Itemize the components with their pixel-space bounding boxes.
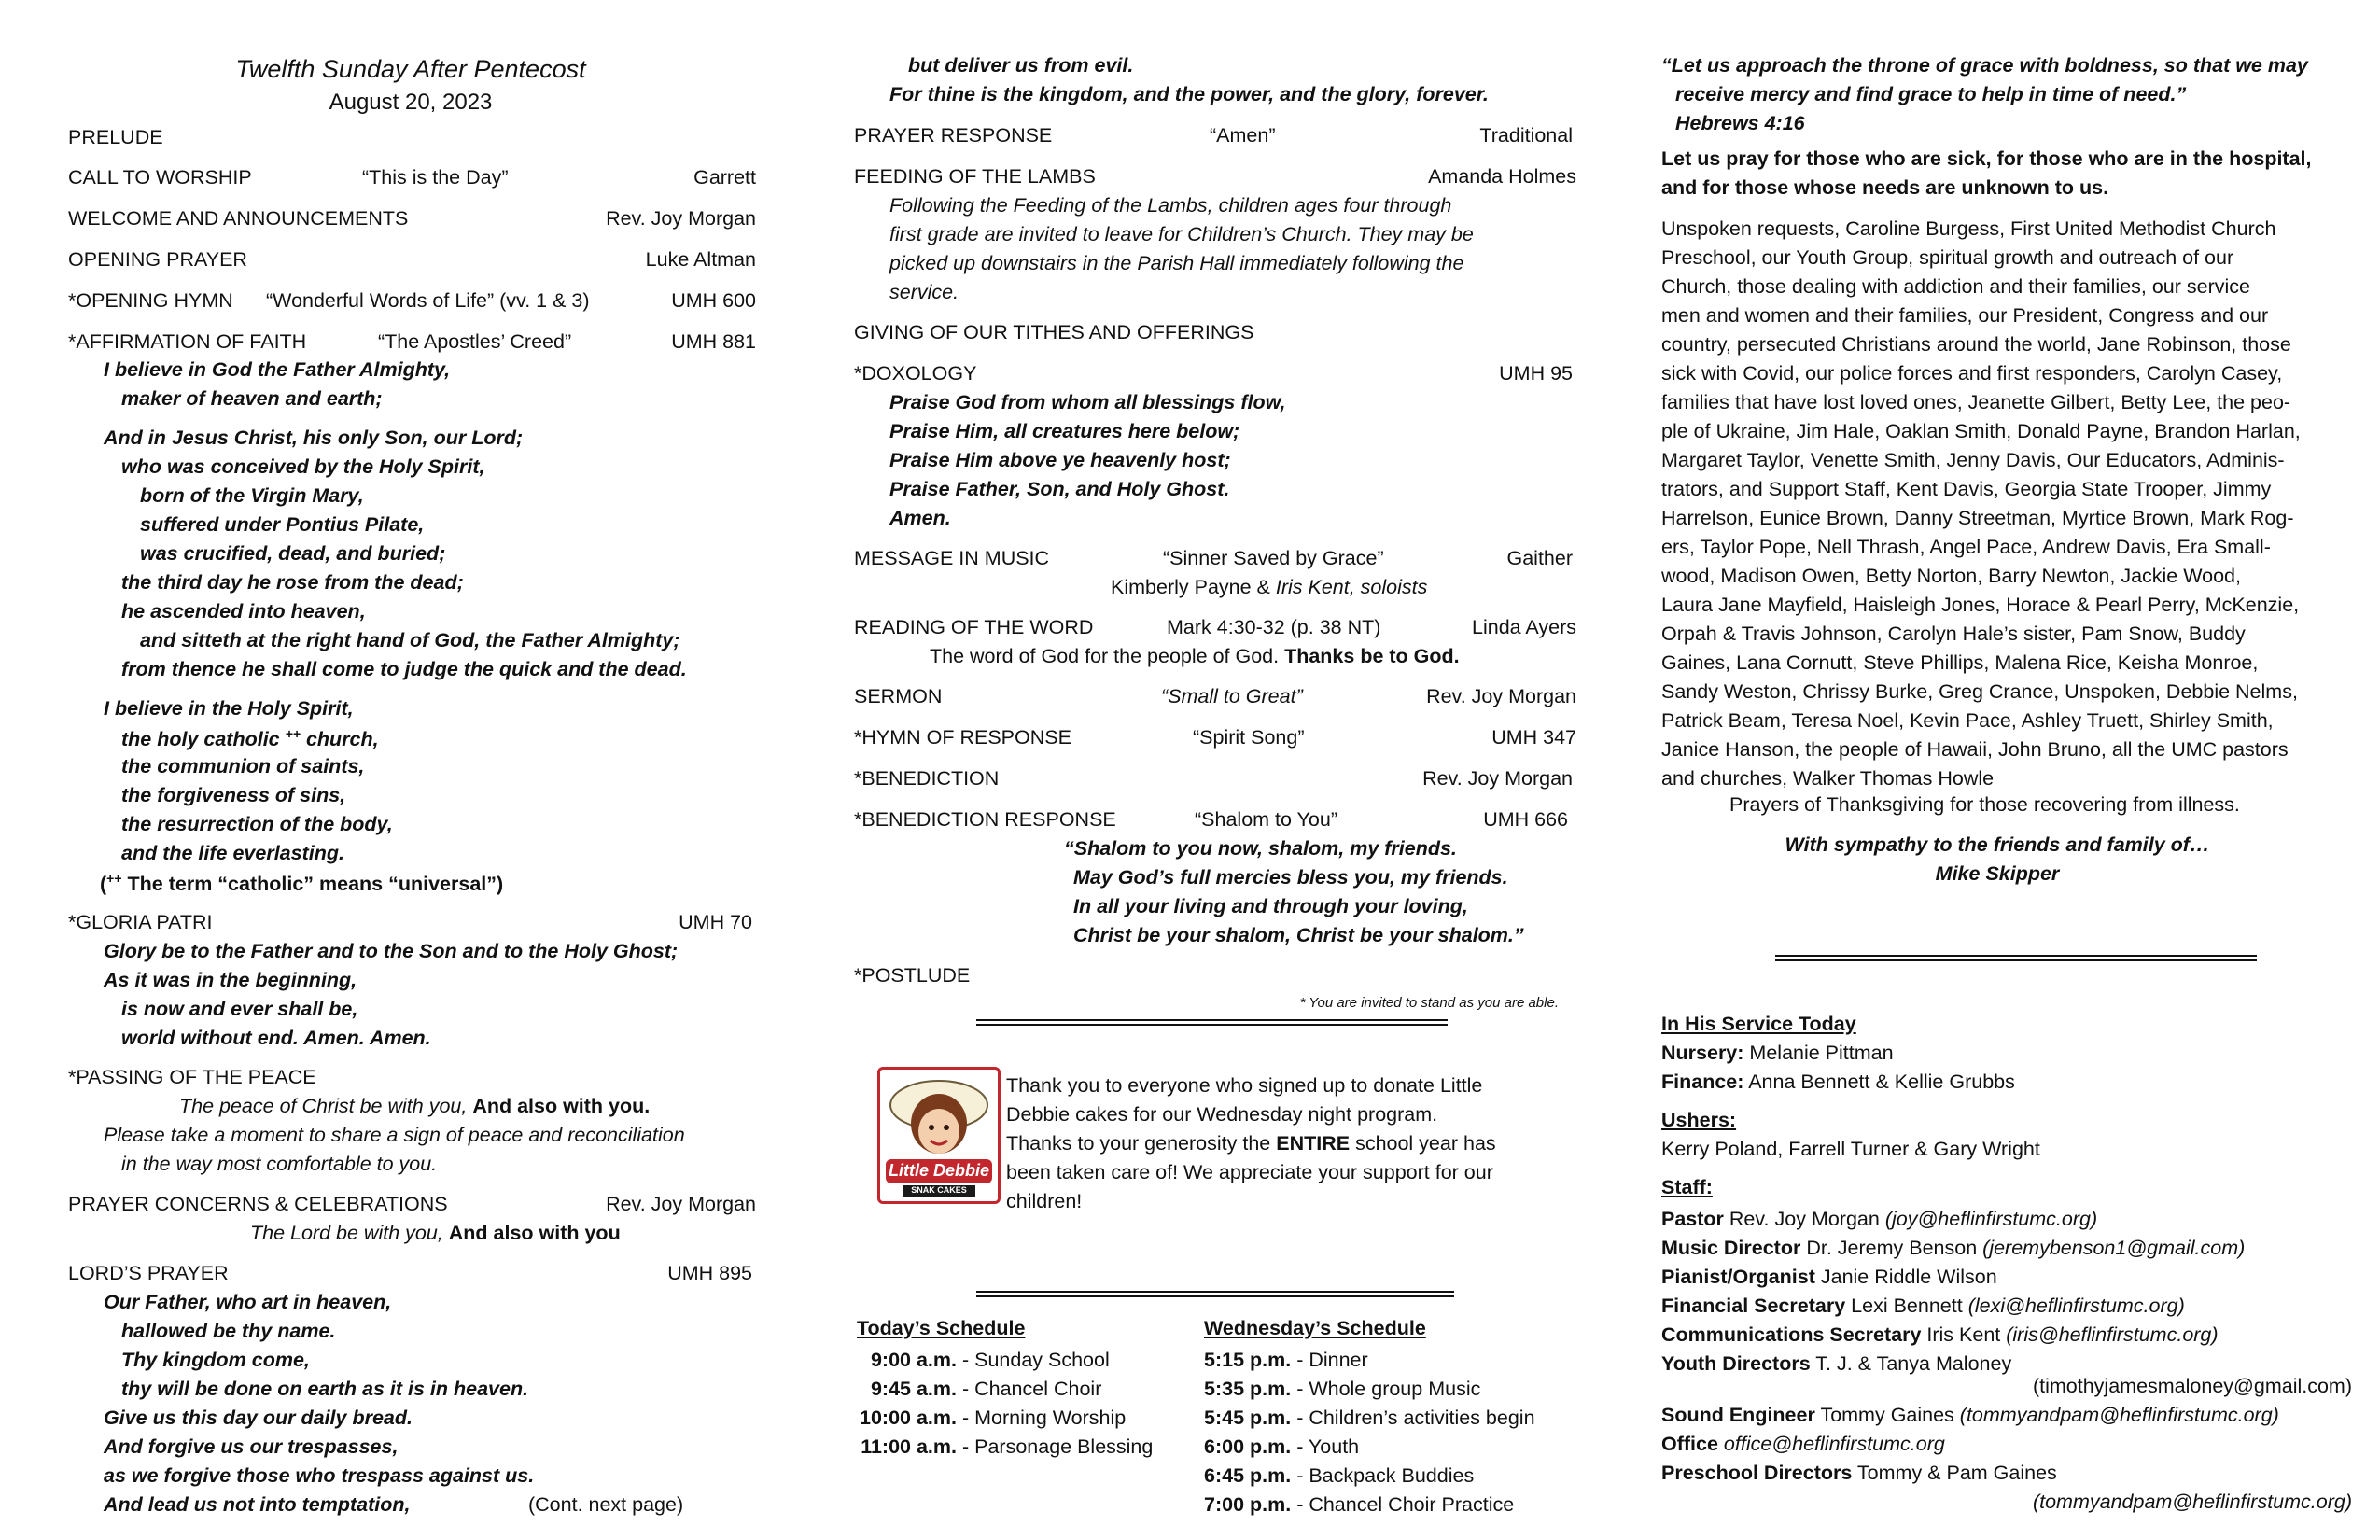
opening-prayer-ref: Luke Altman (645, 248, 756, 271)
schedule-item: 5:45 p.m. - Children’s activities begin (1204, 1407, 1535, 1429)
divider (976, 1019, 1448, 1026)
bulletin-title: Twelfth Sunday After Pentecost (235, 55, 586, 83)
sermon-ref: Rev. Joy Morgan (1426, 685, 1576, 707)
schedule-item: 9:45 a.m. - Chancel Choir (870, 1378, 1102, 1400)
concerns-response: The Lord be with you, And also with you (250, 1222, 621, 1244)
creed-line: the holy catholic ++ church, (121, 726, 379, 751)
lords-prayer-line: And lead us not into temptation, (104, 1493, 411, 1516)
creed-line: was crucified, dead, and buried; (140, 542, 446, 565)
ushers-heading: Ushers: (1661, 1109, 1737, 1131)
benediction-response-title: “Shalom to You” (1195, 808, 1337, 831)
lords-prayer-line: Thy kingdom come, (121, 1349, 310, 1371)
peace-label: *PASSING OF THE PEACE (68, 1066, 316, 1088)
finance-row: Finance: Anna Bennett & Kellie Grubbs (1661, 1071, 2015, 1093)
sermon-label: SERMON (854, 685, 943, 707)
affirmation-title: “The Apostles’ Creed” (378, 330, 572, 353)
lords-prayer-line: For thine is the kingdom, and the power, and the glory, forever. (889, 83, 1489, 105)
lords-prayer-line: but deliver us from evil. (908, 54, 1134, 77)
today-schedule-heading: Today’s Schedule (857, 1317, 1026, 1339)
lords-prayer-line: Give us this day our daily bread. (104, 1407, 413, 1429)
feeding-lambs-ref: Amanda Holmes (1428, 165, 1576, 188)
concerns-ref: Rev. Joy Morgan (606, 1193, 756, 1215)
call-to-worship-label: CALL TO WORSHIP (68, 166, 252, 189)
doxology-line: Praise Him above ye heavenly host; (889, 449, 1231, 471)
shalom-line: Christ be your shalom, Christ be your shalom.” (1073, 924, 1524, 946)
schedule-item: 10:00 a.m. - Morning Worship (860, 1407, 1127, 1429)
schedule-item: 6:45 p.m. - Backpack Buddies (1204, 1464, 1475, 1487)
creed-line: and sitteth at the right hand of God, the Father Almighty; (140, 629, 680, 651)
benediction-response-label: *BENEDICTION RESPONSE (854, 808, 1116, 831)
prayer-response-ref: Traditional (1479, 124, 1573, 147)
creed-line: maker of heaven and earth; (121, 387, 383, 410)
gloria-line: world without end. Amen. Amen. (121, 1027, 431, 1049)
doxology-line: Praise God from whom all blessings flow, (889, 391, 1286, 413)
divider (1775, 955, 2257, 961)
creed-line: he ascended into heaven, (121, 600, 366, 623)
lords-prayer-line: And forgive us our trespasses, (104, 1435, 399, 1458)
feeding-lambs-text: service. (889, 281, 959, 303)
opening-hymn-title: “Wonderful Words of Life” (vv. 1 & 3) (266, 289, 590, 312)
music-ref: Gaither (1506, 547, 1573, 569)
opening-prayer-label: OPENING PRAYER (68, 248, 247, 271)
creed-line: born of the Virgin Mary, (140, 484, 364, 507)
creed-line: I believe in God the Father Almighty, (104, 358, 451, 381)
schedule-item: 5:15 p.m. - Dinner (1204, 1349, 1368, 1371)
staff-row: Pianist/Organist Janie Riddle Wilson (1661, 1266, 1997, 1288)
creed-line: from thence he shall come to judge the quick and the dead. (121, 658, 687, 680)
staff-row: Youth Directors T. J. & Tanya Maloney (1661, 1352, 2012, 1375)
prelude-label: PRELUDE (68, 126, 163, 148)
lords-prayer-line: Our Father, who art in heaven, (104, 1291, 392, 1313)
little-debbie-logo-icon (880, 1070, 998, 1201)
catholic-footnote: (++ The term “catholic” means “universal”) (100, 871, 504, 896)
reading-label: READING OF THE WORD (854, 616, 1094, 638)
creed-line: the third day he rose from the dead; (121, 571, 464, 594)
little-debbie-logo (877, 1067, 1001, 1204)
call-to-worship-ref: Garrett (693, 166, 756, 189)
lords-prayer-line: hallowed be thy name. (121, 1320, 336, 1342)
gloria-label: *GLORIA PATRI (68, 911, 213, 933)
benediction-ref: Rev. Joy Morgan (1422, 767, 1573, 790)
staff-heading: Staff: (1661, 1176, 1713, 1198)
music-label: MESSAGE IN MUSIC (854, 547, 1050, 569)
scripture-reference: Hebrews 4:16 (1675, 112, 1805, 134)
welcome-ref: Rev. Joy Morgan (606, 207, 756, 230)
schedule-item: 5:35 p.m. - Whole group Music (1204, 1378, 1481, 1400)
schedule-item: 6:00 p.m. - Youth (1204, 1435, 1360, 1458)
catholic-footnote-mark: ++ (285, 726, 301, 741)
creed-line: and the life everlasting. (121, 842, 344, 864)
shalom-line: May God’s full mercies bless you, my friends. (1073, 866, 1508, 889)
lords-prayer-line: as we forgive those who trespass against us. (104, 1464, 535, 1487)
gloria-line: Glory be to the Father and to the Son and to the Holy Ghost; (104, 940, 679, 962)
welcome-label: WELCOME AND ANNOUNCEMENTS (68, 207, 409, 230)
staff-row: Office office@heflinfirstumc.org (1661, 1433, 1945, 1455)
nursery-row: Nursery: Melanie Pittman (1661, 1042, 1894, 1064)
scripture-verse: receive mercy and find grace to help in time of need.” (1675, 83, 2187, 105)
doxology-line: Praise Him, all creatures here below; (889, 420, 1240, 442)
hymn-response-ref: UMH 347 (1491, 726, 1576, 749)
staff-row: Preschool Directors Tommy & Pam Gaines (1661, 1462, 2057, 1484)
peace-instruction: in the way most comfortable to you. (121, 1153, 438, 1175)
doxology-label: *DOXOLOGY (854, 362, 977, 385)
creed-line: who was conceived by the Holy Spirit, (121, 455, 485, 478)
shalom-line: “Shalom to you now, shalom, my friends. (1064, 837, 1457, 860)
music-title: “Sinner Saved by Grace” (1163, 547, 1384, 569)
feeding-lambs-label: FEEDING OF THE LAMBS (854, 165, 1096, 188)
doxology-line: Amen. (889, 507, 951, 529)
creed-line: I believe in the Holy Spirit, (104, 697, 354, 720)
creed-line: the resurrection of the body, (121, 813, 393, 835)
peace-response: The peace of Christ be with you, And also with you. (179, 1095, 651, 1117)
hymn-response-title: “Spirit Song” (1193, 726, 1305, 749)
peace-instruction: Please take a moment to share a sign of peace and reconciliation (104, 1124, 685, 1146)
continued-note: (Cont. next page) (528, 1493, 684, 1516)
bulletin-date: August 20, 2023 (329, 90, 493, 115)
reading-ref: Linda Ayers (1472, 616, 1576, 638)
schedule-item: 9:00 a.m. - Sunday School (870, 1349, 1110, 1371)
benediction-label: *BENEDICTION (854, 767, 1000, 790)
gloria-ref: UMH 70 (679, 911, 752, 933)
staff-row: Pastor Rev. Joy Morgan (joy@heflinfirstumc.org) (1661, 1208, 2098, 1230)
doxology-line: Praise Father, Son, and Holy Ghost. (889, 478, 1230, 500)
preschool-email: (tommyandpam@heflinfirstumc.org) (2032, 1491, 2352, 1513)
prayer-intro: Let us pray for those who are sick, for those who are in the hospital, (1661, 147, 2312, 170)
logo-text: Little Debbie (888, 1161, 989, 1180)
scripture-verse: “Let us approach the throne of grace with boldness, so that we may (1661, 54, 2308, 77)
sympathy-name: Mike Skipper (1935, 862, 2060, 885)
logo-subtext: SNAK CAKES (911, 1185, 967, 1195)
prayer-response-label: PRAYER RESPONSE (854, 124, 1053, 147)
affirmation-label: *AFFIRMATION OF FAITH (68, 330, 307, 353)
feeding-lambs-text: Following the Feeding of the Lambs, children ages four through (889, 194, 1452, 217)
creed-line: And in Jesus Christ, his only Son, our Lord; (104, 427, 524, 449)
opening-hymn-label: *OPENING HYMN (68, 289, 233, 312)
benediction-response-ref: UMH 666 (1483, 808, 1568, 831)
staff-row: Sound Engineer Tommy Gaines (tommyandpam@heflinfirstumc.org) (1661, 1404, 2279, 1426)
creed-line: suffered under Pontius Pilate, (140, 513, 425, 536)
staff-row: Communications Secretary Iris Kent (iris@heflinfirstumc.org) (1661, 1323, 2219, 1346)
wednesday-schedule-heading: Wednesday’s Schedule (1204, 1317, 1426, 1339)
call-to-worship-title: “This is the Day” (362, 166, 509, 189)
today-schedule-list (852, 1346, 1153, 1462)
lords-prayer-line: thy will be done on earth as it is in heaven. (121, 1378, 529, 1400)
thanksgiving-note: Prayers of Thanksgiving for those recovering from illness. (1729, 793, 2240, 816)
youth-directors-email: (timothyjamesmaloney@gmail.com) (2032, 1375, 2352, 1397)
schedule-item: 11:00 a.m. - Parsonage Blessing (861, 1435, 1154, 1458)
lords-prayer-ref: UMH 895 (667, 1262, 752, 1284)
shalom-line: In all your living and through your loving, (1073, 895, 1468, 917)
sympathy-note: With sympathy to the friends and family of… (1785, 833, 2210, 856)
thank-you-note: Thank you to everyone who signed up to donate Little Debbie cakes for our Wednesday night program. Thanks to your generosity the ENTIRE school year has been taken care of! We appreciate your support for our children! (1006, 1074, 1496, 1212)
prayer-names-list: Unspoken requests, Caroline Burgess, First United Methodist Church Preschool, our Youth Group, spiritual growth and outreach of our Church, those dealing with addiction and their families, our service men and women and their families, our President, Congress and our country, persecuted Christians around the world, Jane Robinson, those sick with Covid, our police forces and first responders, Carolyn Casey, families that have lost loved ones, Jeanette Gilbert, Betty Lee, the peo- ple of Ukraine, Jim Hale, Oaklan Smith, Donald Payne, Brandon Harlan, Margaret Taylor, Venette Smith, Jenny Davis, Our Educators, Adminis- trators, and Support Staff, Kent Davis, Georgia State Trooper, Jimmy Harrelson, Eunice Brown, Danny Streetman, Myrtice Brown, Mark Rog- ers, Taylor Pope, Nell Thrash, Angel Pace, Andrew Davis, Era Small- wood, Madison Owen, Betty Norton, Barry Newton, Jackie Wood, Laura Jane Mayfield, Haisleigh Jones, Horace & Pearl Perry, McKenzie, Orpah & Travis Johnson, Carolyn Hale’s sister, Pam Snow, Buddy Gaines, Lana Cornutt, Steve Phillips, Malena Rice, Keisha Monroe, Sandy Weston, Chrissy Burke, Greg Crance, Unspoken, Debbie Nelms, Patrick Beam, Teresa Noel, Kevin Pace, Ashley Truett, Shirley Smith, Janice Hanson, the people of Hawaii, John Bruno, all the UMC pastors and churches, Walker Thomas Howle (1661, 217, 2301, 790)
schedule-item: 7:00 p.m. - Chancel Choir Practice (1204, 1493, 1515, 1516)
ushers-list: Kerry Poland, Farrell Turner & Gary Wright (1661, 1138, 2040, 1160)
opening-hymn-ref: UMH 600 (671, 289, 756, 312)
reading-response: The word of God for the people of God. Thanks be to God. (930, 645, 1460, 667)
service-heading: In His Service Today (1661, 1013, 1856, 1035)
giving-label: GIVING OF OUR TITHES AND OFFERINGS (854, 321, 1254, 343)
lords-prayer-label: LORD’S PRAYER (68, 1262, 229, 1284)
wednesday-schedule-list (1204, 1346, 1535, 1519)
gloria-line: As it was in the beginning, (104, 969, 357, 991)
staff-list (1661, 1205, 2245, 1379)
affirmation-ref: UMH 881 (671, 330, 756, 353)
staff-row: Music Director Dr. Jeremy Benson (jeremybenson1@gmail.com) (1661, 1237, 2246, 1259)
reading-title: Mark 4:30-32 (p. 38 NT) (1167, 616, 1381, 638)
concerns-label: PRAYER CONCERNS & CELEBRATIONS (68, 1193, 448, 1215)
doxology-ref: UMH 95 (1499, 362, 1573, 385)
gloria-line: is now and ever shall be, (121, 998, 358, 1020)
creed-line: the forgiveness of sins, (121, 784, 346, 806)
feeding-lambs-text: picked up downstairs in the Parish Hall immediately following the (889, 252, 1464, 274)
hymn-response-label: *HYMN OF RESPONSE (854, 726, 1071, 749)
divider (976, 1291, 1454, 1297)
postlude-label: *POSTLUDE (854, 964, 971, 987)
prayer-response-title: “Amen” (1210, 124, 1276, 147)
staff-row: Financial Secretary Lexi Bennett (lexi@heflinfirstumc.org) (1661, 1295, 2185, 1317)
prayer-intro: and for those whose needs are unknown to us. (1661, 176, 2109, 199)
sermon-title: “Small to Great” (1161, 685, 1303, 707)
feeding-lambs-text: first grade are invited to leave for Children’s Church. They may be (889, 223, 1474, 245)
stand-note: * You are invited to stand as you are able. (1299, 995, 1559, 1011)
music-soloists: Kimberly Payne & Iris Kent, soloists (1111, 576, 1428, 598)
creed-line: the communion of saints, (121, 755, 365, 777)
